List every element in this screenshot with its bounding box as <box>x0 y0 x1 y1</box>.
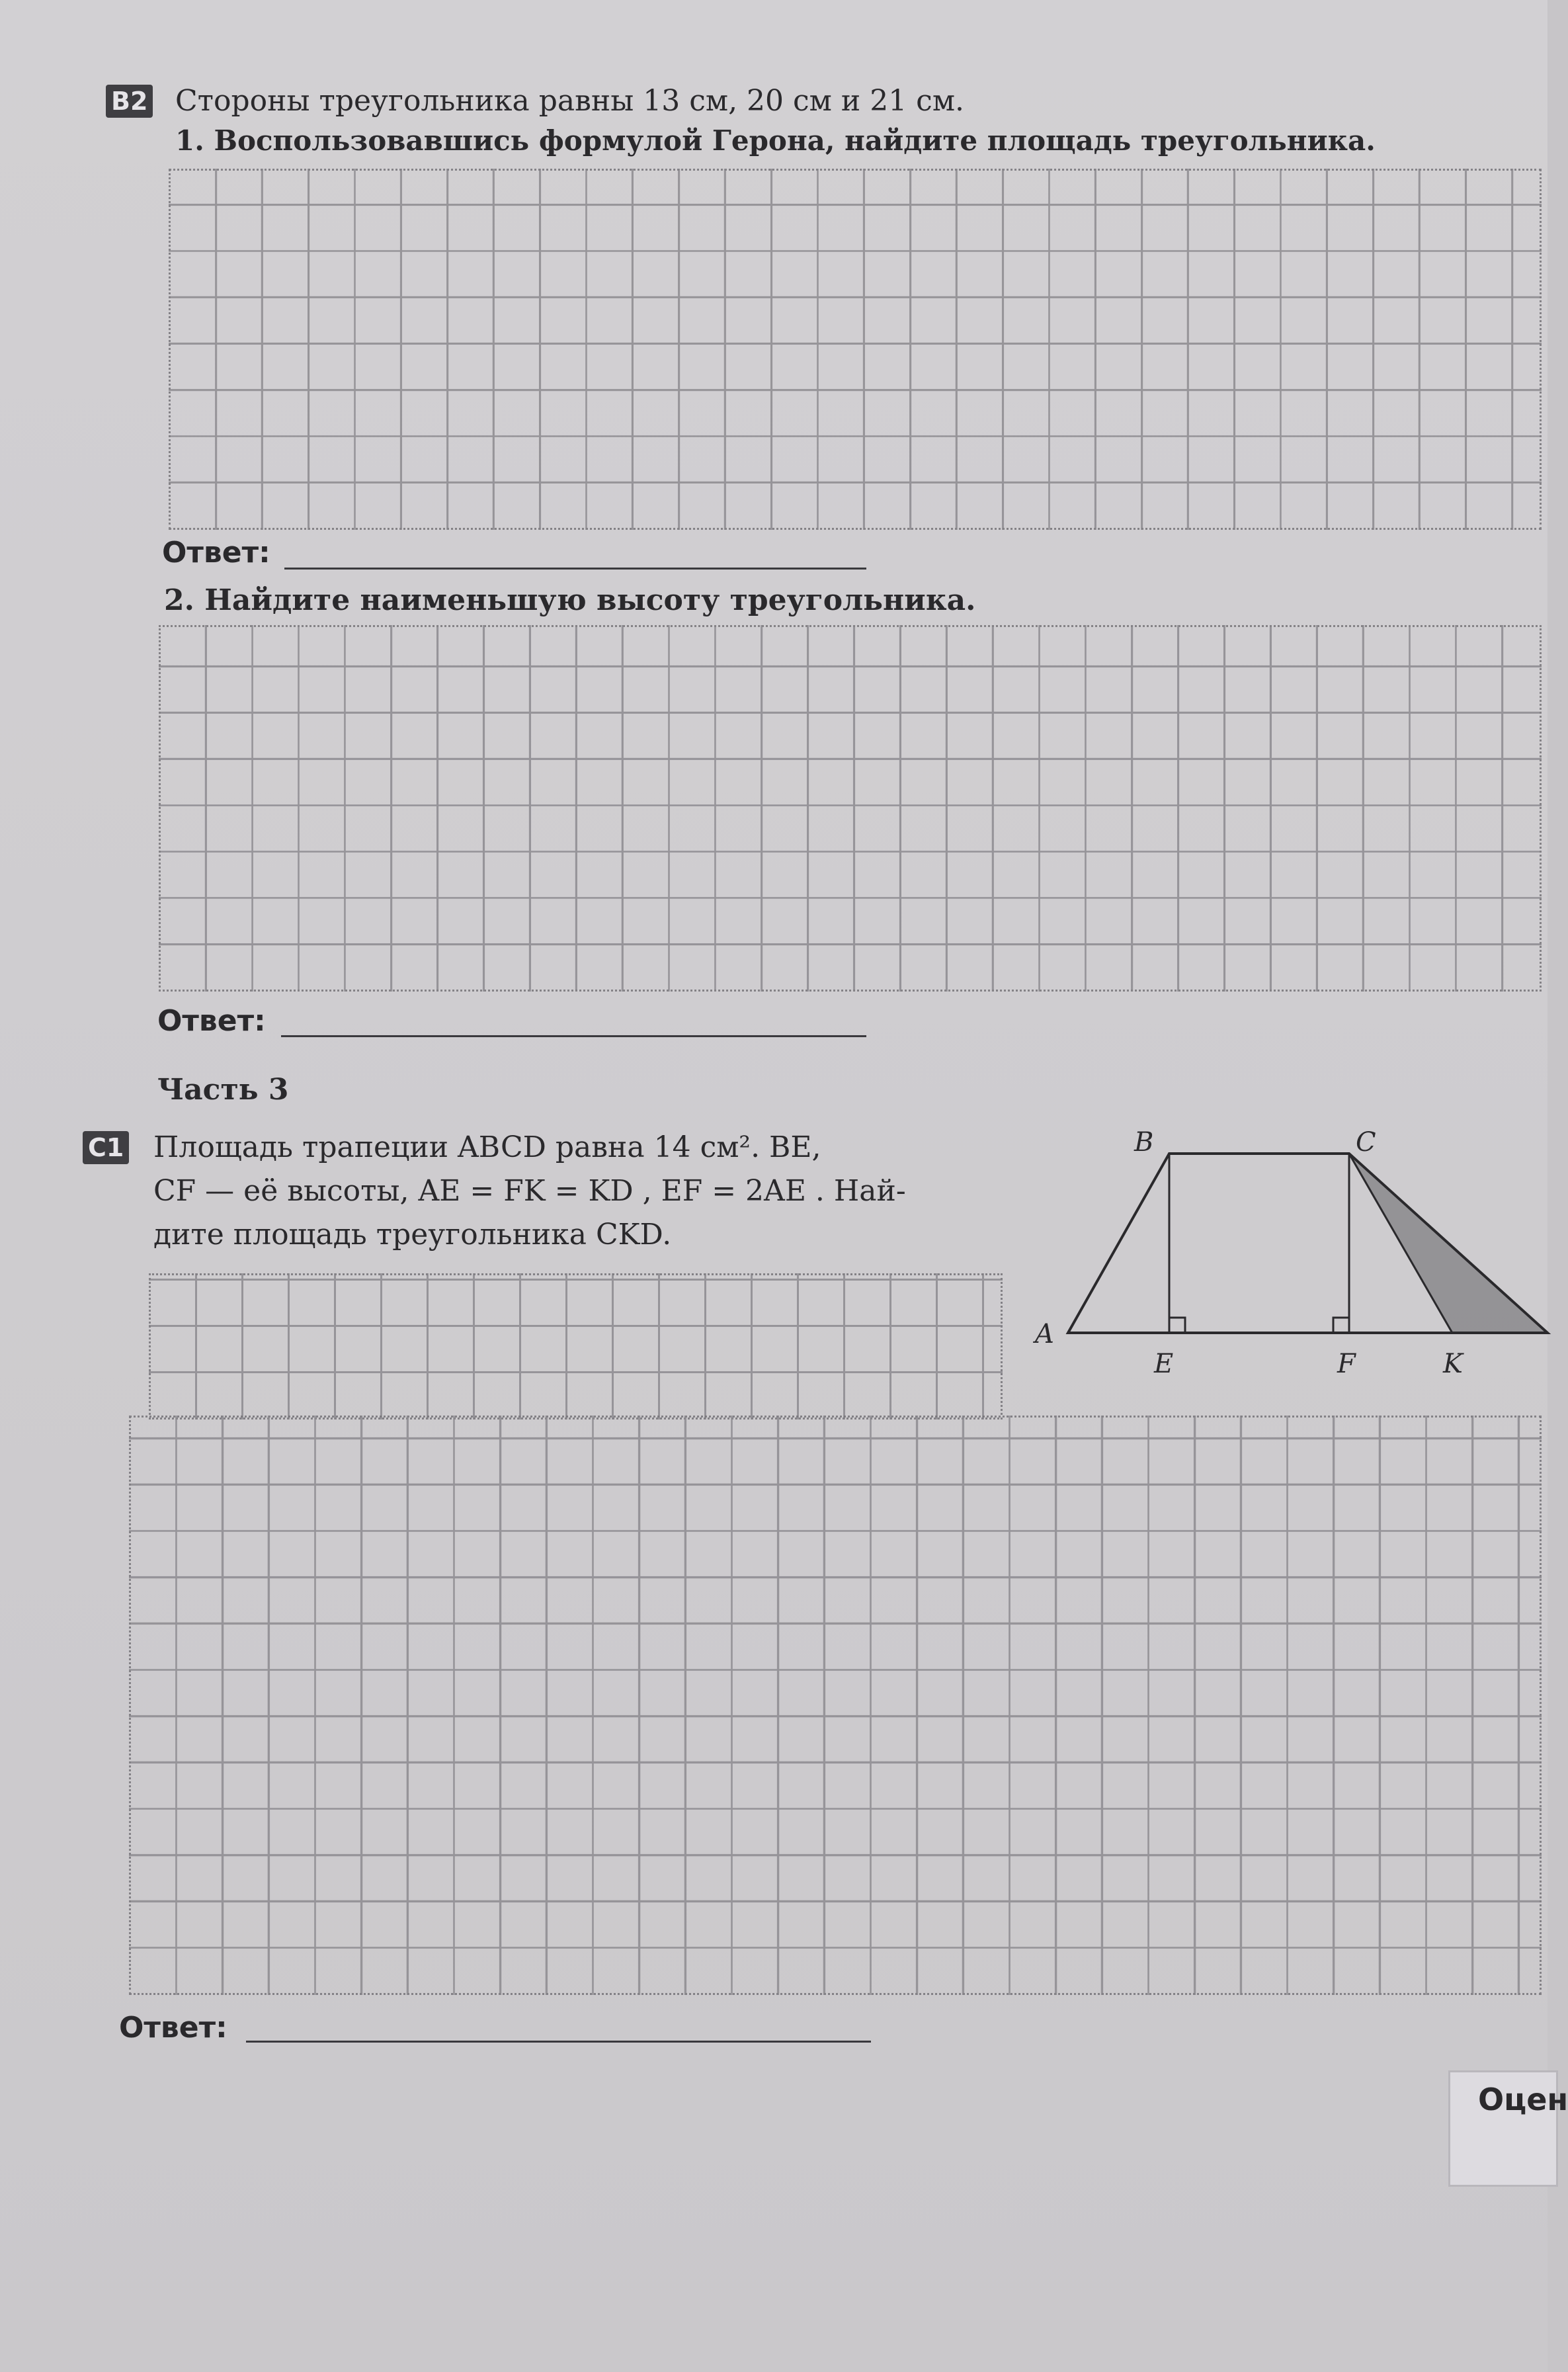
task-badge-b2: B2 <box>106 85 153 118</box>
right-angle-e <box>1169 1318 1185 1333</box>
label-c: C <box>1356 1127 1376 1158</box>
label-f: F <box>1337 1349 1356 1379</box>
part-3-title: Часть 3 <box>157 1073 289 1107</box>
b2-question-1: 1. Воспользовавшись формулой Герона, найдите площадь треугольника. <box>175 124 1376 157</box>
answer-line-2[interactable] <box>281 1035 866 1037</box>
b2-intro: Стороны треугольника равны 13 см, 20 см и 21 см. <box>175 84 965 118</box>
answer-label-1: Ответ: <box>162 536 270 570</box>
trapezoid-figure <box>1018 1118 1547 1382</box>
grade-label: Оцен <box>1478 2082 1568 2117</box>
label-k: K <box>1443 1349 1463 1379</box>
label-e: E <box>1154 1349 1174 1379</box>
label-b: B <box>1134 1127 1154 1158</box>
c1-text-line-1: Площадь трапеции ABCD равна 14 см². BE, <box>153 1130 821 1164</box>
grade-box <box>1448 2070 1568 2187</box>
answer-grid-3-top[interactable] <box>149 1273 1003 1419</box>
answer-label-3: Ответ: <box>119 2011 227 2045</box>
answer-line-3[interactable] <box>246 2041 871 2043</box>
task-badge-c1: C1 <box>83 1131 129 1164</box>
answer-line-1[interactable] <box>284 568 866 570</box>
answer-grid-1[interactable] <box>169 169 1542 530</box>
answer-grid-2[interactable] <box>159 625 1542 992</box>
right-angle-f <box>1333 1318 1349 1333</box>
answer-grid-3[interactable] <box>129 1416 1542 1995</box>
answer-label-2: Ответ: <box>157 1004 266 1038</box>
c1-text-line-3: дите площадь треугольника CKD. <box>153 1218 672 1251</box>
b2-question-2: 2. Найдите наименьшую высоту треугольника. <box>164 583 976 617</box>
c1-text-line-2: CF — её высоты, AE = FK = KD , EF = 2AE . Най- <box>153 1174 906 1208</box>
label-a: A <box>1035 1319 1054 1349</box>
